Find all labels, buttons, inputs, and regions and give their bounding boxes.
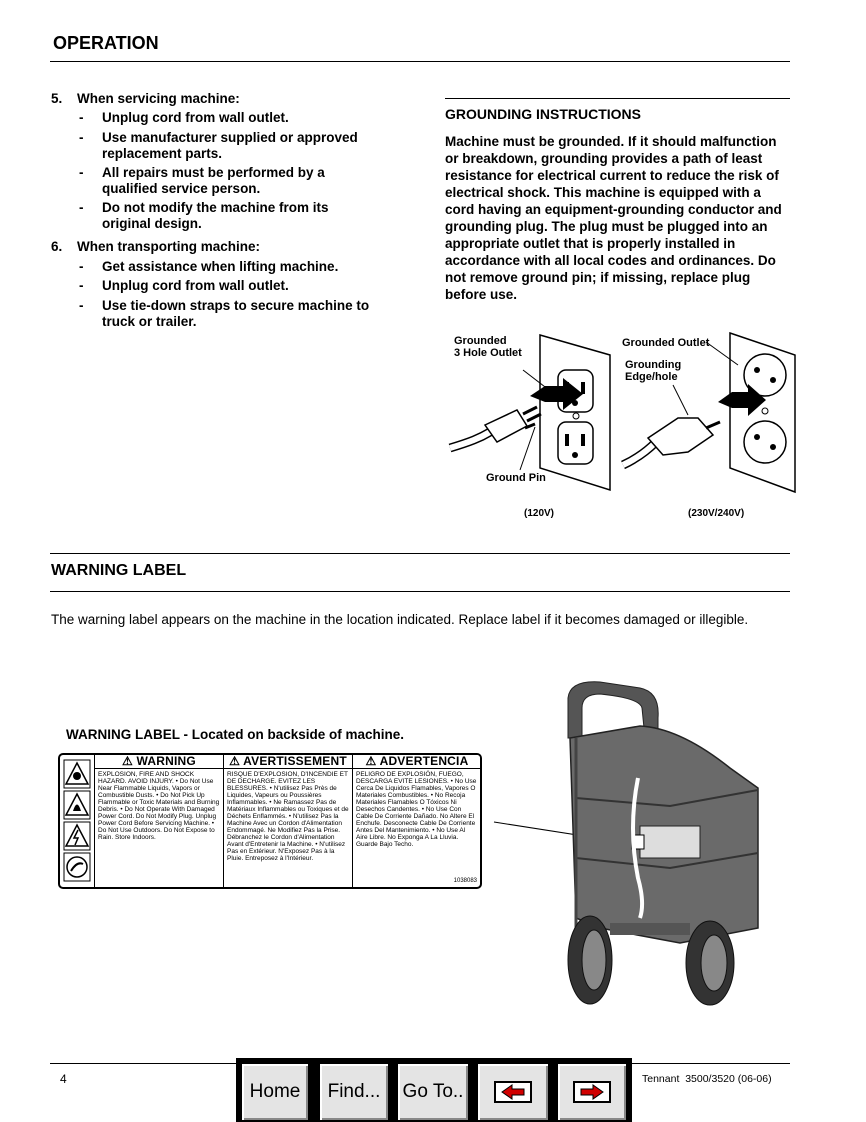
previous-page-button[interactable]: [476, 1062, 550, 1122]
bullet-dash: -: [79, 298, 84, 313]
label-col-en: [94, 755, 223, 887]
outlet-label-line1: Grounded: [454, 335, 507, 347]
warning-intro: The warning label appears on the machine in the location indicated. Replace label if it becomes damaged or illegible.: [51, 612, 749, 627]
label-head-warning: ⚠ WARNING: [95, 755, 223, 769]
label-col-es: [352, 755, 481, 887]
list-lead: When servicing machine:: [77, 91, 240, 106]
list-item: Get assistance when lifting machine.: [102, 259, 339, 274]
find-button[interactable]: Find...: [318, 1062, 390, 1122]
warning-bottom-rule: [50, 591, 790, 592]
edge-label-line2: Edge/hole: [625, 371, 678, 383]
bullet-dash: -: [79, 130, 84, 145]
list-number: 5.: [51, 91, 63, 106]
bullet-dash: -: [79, 278, 84, 293]
goto-button[interactable]: Go To..: [396, 1062, 470, 1122]
voltage-120v: (120V): [524, 508, 555, 519]
grounding-text: Machine must be grounded. If it should malfunction or breakdown, grounding provides a path of least resistance for electrical current to reduce the risk of electrical shock. This machine is equipped with a cord having an equipment-grounding conductor and grounding plug. The plug must be plugged into an appropriate outlet that is properly installed in accordance with all local codes and ordinances. Do not remove ground pin; if missing, replace plug before use.: [445, 134, 782, 302]
label-head-advertencia: ⚠ ADVERTENCIA: [353, 755, 481, 769]
previous-arrow-icon: [494, 1081, 532, 1103]
list-item: Do not modify the machine from its original design.: [102, 200, 329, 231]
edge-label-line1: Grounding: [625, 359, 682, 371]
bullet-dash: -: [79, 200, 84, 215]
list-item: All repairs must be performed by a qualified service person.: [102, 165, 325, 196]
label-text-es: PELIGRO DE EXPLOSIÓN, FUEGO, DESCARGA EVITE LESIONES. • No Use Cerca De Liquidos Flamables, Vapores O Materiales Combustibles. • No Recoja Materiales Flamables O Tóxicos Ni Desechos Candentes. • No Use Con Cable De Corriente Dañado. No Altere El Enchufe. Desconecte Cable De Corriente Antes Del Mantenimiento. • No Use Al Aire Libre. No Exponga A La Lluvia. Guarde Bajo Techo.: [356, 771, 477, 848]
grounded-plug-230v-illustration: [618, 330, 796, 495]
voltage-230v: (230V/240V): [688, 508, 745, 519]
page-number: 4: [60, 1072, 67, 1086]
hazard-icons: [63, 758, 91, 884]
label-col-fr: [223, 755, 352, 887]
operation-list: [51, 91, 411, 336]
list-item: Use manufacturer supplied or approved replacement parts.: [102, 130, 358, 161]
label-head-text: ADVERTENCIA: [379, 755, 469, 768]
label-text-fr: RISQUE D'EXPLOSION, D'INCENDIE ET DE DECHARGE. EVITEZ LES BLESSURES. • N'utilisez Pas Près de Liquides, Vapeurs ou Poussières Inflammables. • Ne Ramassez Pas de Matériaux Inflammables ou Toxiques et de Déchets Enflammés. • N'utilisez Pas la Machine Avec un Cordon d'Alimentation Endommagé. Ne Modifiez Pas la Prise. Débranchez le Cordon d'Alimentation Avant d'Entretenir la Machine. • N'utilisez Pas en Extérieur. N'Exposez Pas à la Pluie. Entreposez à l'Intérieur.: [227, 771, 349, 862]
machine-illustration: [490, 678, 790, 1008]
warning-top-rule: [50, 553, 790, 554]
grounding-edge-label: [625, 359, 681, 383]
bullet-dash: -: [79, 259, 84, 274]
outlet-label-line2: 3 Hole Outlet: [454, 347, 522, 359]
label-head-text: WARNING: [136, 755, 196, 768]
warning-section-title: WARNING LABEL: [51, 562, 187, 579]
warning-label-image: [58, 753, 482, 889]
next-arrow-icon: [573, 1081, 611, 1103]
warning-label-caption: WARNING LABEL - Located on backside of machine.: [66, 727, 405, 742]
doc-reference: Tennant 3500/3520 (06-06): [642, 1073, 772, 1085]
list-item: Unplug cord from wall outlet.: [102, 110, 289, 125]
next-page-button[interactable]: [556, 1062, 628, 1122]
ground-pin-label: Ground Pin: [486, 472, 546, 484]
hazard-symbols: [63, 758, 91, 884]
grounding-rule: [445, 98, 790, 99]
outlet-label: [454, 335, 522, 359]
bullet-dash: -: [79, 110, 84, 125]
label-part-number: 1038083: [453, 878, 477, 884]
list-item: Use tie-down straps to secure machine to truck or trailer.: [102, 298, 370, 329]
page-title: OPERATION: [53, 33, 159, 53]
header-rule: [50, 61, 790, 62]
grounded-outlet-label: Grounded Outlet: [622, 337, 710, 349]
bullet-dash: -: [79, 165, 84, 180]
home-button[interactable]: Home: [240, 1062, 310, 1122]
list-item: Unplug cord from wall outlet.: [102, 278, 289, 293]
grounding-title: GROUNDING INSTRUCTIONS: [445, 106, 641, 122]
label-head-text: AVERTISSEMENT: [243, 755, 347, 768]
label-head-avertissement: ⚠ AVERTISSEMENT: [224, 755, 352, 769]
list-number: 6.: [51, 239, 63, 254]
list-lead: When transporting machine:: [77, 239, 261, 254]
label-text-en: EXPLOSION, FIRE AND SHOCK HAZARD. AVOID INJURY. • Do Not Use Near Flammable Liquids, Vapors or Combustible Dusts. • Do Not Pick Up Flammable or Toxic Materials and Burning Debris. • Do Not Operate With Damaged Power Cord. Do Not Modify Plug. Unplug Power Cord Before Servicing Machine. • Do Not Use Outdoors. Do Not Expose to Rain. Store Indoors.: [98, 771, 220, 841]
